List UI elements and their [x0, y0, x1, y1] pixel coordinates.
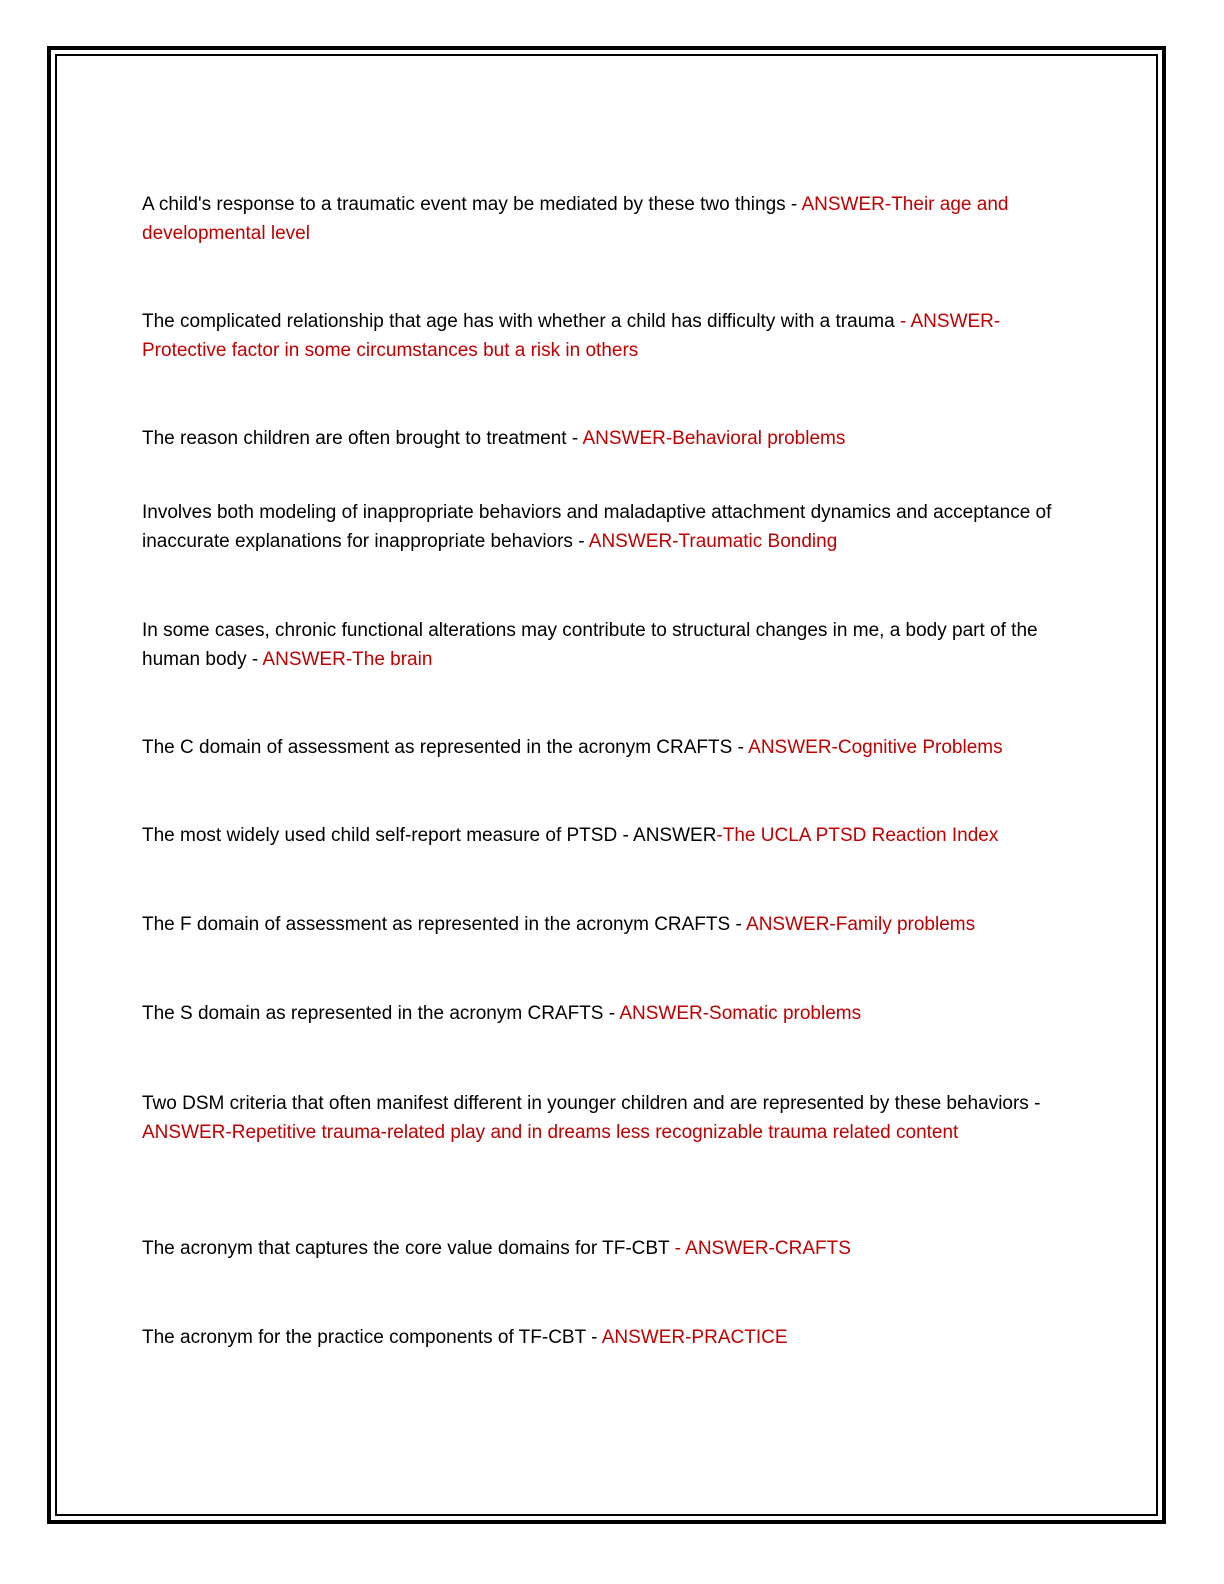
question-text: Two DSM criteria that often manifest different in younger children and are represented by these behaviors -: [142, 1093, 1041, 1114]
qa-item: [142, 308, 1072, 365]
qa-item: [142, 191, 1072, 248]
question-text: Involves both modeling of inappropriate behaviors and maladaptive attachment dynamics and acceptance of inaccurate explanations for inappropriate behaviors -: [142, 502, 1052, 552]
qa-item: [142, 617, 1072, 674]
qa-item: [142, 1090, 1072, 1147]
qa-item: [142, 425, 1072, 454]
question-text: The S domain as represented in the acronym CRAFTS -: [142, 1003, 620, 1024]
answer-text: ANSWER-PRACTICE: [601, 1327, 788, 1348]
question-text: The complicated relationship that age has with whether a child has difficulty with a trauma: [142, 311, 900, 332]
qa-item: [142, 499, 1072, 556]
answer-text: ANSWER-Their age and developmental level: [142, 194, 1009, 244]
question-text: The C domain of assessment as represented in the acronym CRAFTS -: [142, 737, 749, 758]
question-text: The F domain of assessment as represented in the acronym CRAFTS -: [142, 914, 747, 935]
qa-item: [142, 734, 1072, 763]
question-text: In some cases, chronic functional alterations may contribute to structural changes in me, a body part of the human body -: [142, 620, 1038, 670]
qa-item: [142, 911, 1072, 940]
question-text: The acronym for the practice components of TF-CBT -: [142, 1327, 602, 1348]
qa-item: [142, 822, 1072, 851]
qa-item: [142, 1324, 1072, 1353]
answer-text: ANSWER-Behavioral problems: [582, 428, 846, 449]
qa-item: [142, 1235, 1072, 1264]
answer-text: ANSWER-Cognitive Problems: [748, 737, 1003, 758]
question-text: The most widely used child self-report measure of PTSD - ANSWER: [142, 825, 717, 846]
question-text: A child's response to a traumatic event may be mediated by these two things -: [142, 194, 802, 215]
answer-text: ANSWER-The brain: [262, 648, 433, 670]
question-text: The reason children are often brought to treatment -: [142, 428, 583, 449]
answer-text: - ANSWER-Protective factor in some circumstances but a risk in others: [142, 311, 1001, 361]
answer-text: ANSWER-Traumatic Bonding: [588, 530, 838, 552]
answer-text: ANSWER-Somatic problems: [619, 1003, 862, 1024]
answer-text: -The UCLA PTSD Reaction Index: [716, 825, 999, 846]
answer-text: ANSWER-Repetitive trauma-related play and in dreams less recognizable trauma related content: [142, 1121, 959, 1143]
qa-item: [142, 1000, 1072, 1029]
answer-text: ANSWER-Family problems: [746, 914, 976, 935]
answer-text: - ANSWER-CRAFTS: [674, 1238, 851, 1259]
page-border-inner: [55, 54, 1158, 1516]
question-text: The acronym that captures the core value domains for TF-CBT: [142, 1238, 675, 1259]
